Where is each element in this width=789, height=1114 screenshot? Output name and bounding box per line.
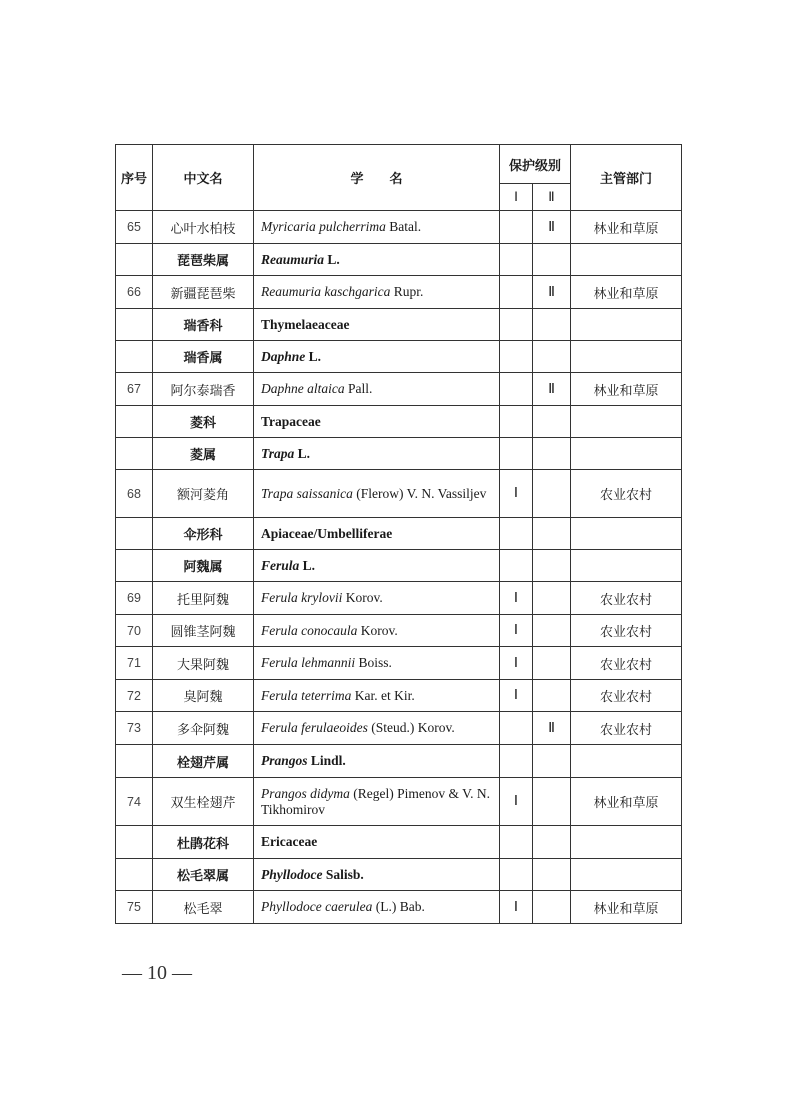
scientific-name-italic: Ferula ferulaeoides	[261, 720, 368, 735]
table-row	[116, 859, 682, 891]
level-1-mark: Ⅰ	[500, 647, 533, 680]
level-2-mark: Ⅱ	[533, 211, 571, 244]
chinese-name: 新疆琵琶柴	[153, 276, 254, 309]
department	[571, 550, 682, 582]
level-1-mark	[500, 406, 533, 438]
chinese-name: 瑞香科	[153, 309, 254, 341]
row-number: 69	[116, 582, 153, 615]
chinese-name: 多伞阿魏	[153, 712, 254, 745]
scientific-name-author: (L.) Bab.	[372, 899, 425, 914]
table-row	[116, 211, 682, 244]
scientific-name-italic: Reaumuria kaschgarica	[261, 284, 391, 299]
scientific-name	[254, 550, 500, 582]
chinese-name: 阿魏属	[153, 550, 254, 582]
department	[571, 826, 682, 859]
chinese-name: 托里阿魏	[153, 582, 254, 615]
scientific-name	[254, 615, 500, 647]
header-dept: 主管部门	[571, 145, 682, 211]
protected-species-table	[115, 144, 682, 924]
row-number: 74	[116, 778, 153, 826]
table-row	[116, 680, 682, 712]
level-2-mark	[533, 859, 571, 891]
chinese-name: 阿尔泰瑞香	[153, 373, 254, 406]
scientific-name-author: Trapaceae	[261, 413, 321, 429]
row-number	[116, 550, 153, 582]
table-row	[116, 438, 682, 470]
scientific-name	[254, 438, 500, 470]
level-1-mark	[500, 438, 533, 470]
scientific-name-italic: Phyllodoce	[261, 866, 323, 882]
table-row	[116, 891, 682, 924]
level-1-mark	[500, 373, 533, 406]
row-number: 70	[116, 615, 153, 647]
scientific-name-author: L.	[324, 251, 340, 267]
scientific-name-author: (Flerow) V. N. Vassiljev	[352, 485, 487, 501]
level-1-mark	[500, 211, 533, 244]
header-sci-name: 学 名	[254, 145, 500, 211]
scientific-name	[254, 826, 500, 859]
department: 农业农村	[571, 712, 682, 745]
scientific-name	[254, 341, 500, 373]
table-row	[116, 309, 682, 341]
scientific-name	[254, 406, 500, 438]
scientific-name	[254, 582, 500, 615]
chinese-name: 菱科	[153, 406, 254, 438]
scientific-name-author: Rupr.	[390, 284, 424, 299]
level-2-mark	[533, 680, 571, 712]
chinese-name: 心叶水柏枝	[153, 211, 254, 244]
scientific-name-author: L.	[305, 348, 322, 364]
scientific-name-italic: Ferula conocaula	[261, 622, 358, 638]
chinese-name: 大果阿魏	[153, 647, 254, 680]
level-2-mark	[533, 745, 571, 778]
department	[571, 406, 682, 438]
level-1-mark	[500, 244, 533, 276]
scientific-name-author: L.	[299, 557, 316, 573]
department: 农业农村	[571, 582, 682, 615]
department: 林业和草原	[571, 891, 682, 924]
table-row	[116, 615, 682, 647]
scientific-name	[254, 859, 500, 891]
table-body	[116, 211, 682, 924]
table-row	[116, 518, 682, 550]
header-level-1: Ⅰ	[500, 184, 533, 211]
header-seq: 序号	[116, 145, 153, 211]
level-2-mark: Ⅱ	[533, 276, 571, 309]
scientific-name-author: Salisb.	[322, 866, 364, 882]
scientific-name-author: Ericaceae	[261, 834, 318, 849]
scientific-name-italic: Prangos	[261, 753, 308, 768]
chinese-name: 栓翅芹属	[153, 745, 254, 778]
scientific-name	[254, 309, 500, 341]
level-1-mark: Ⅰ	[500, 680, 533, 712]
department: 农业农村	[571, 615, 682, 647]
scientific-name-author: Korov.	[357, 622, 398, 638]
row-number	[116, 309, 153, 341]
scientific-name	[254, 712, 500, 745]
scientific-name-author: L.	[294, 445, 311, 461]
department	[571, 244, 682, 276]
chinese-name: 杜鹃花科	[153, 826, 254, 859]
scientific-name-italic: Ferula teterrima	[261, 687, 352, 703]
scientific-name-author: Apiaceae/Umbelliferae	[261, 525, 393, 541]
level-1-mark	[500, 745, 533, 778]
chinese-name: 琵琶柴属	[153, 244, 254, 276]
scientific-name-italic: Daphne	[261, 348, 306, 364]
chinese-name: 圆锥茎阿魏	[153, 615, 254, 647]
level-2-mark	[533, 406, 571, 438]
scientific-name-author: Thymelaeaceae	[261, 316, 350, 332]
scientific-name-italic: Trapa saissanica	[261, 485, 353, 501]
level-2-mark	[533, 470, 571, 518]
chinese-name: 双生栓翅芹	[153, 778, 254, 826]
scientific-name	[254, 745, 500, 778]
row-number: 75	[116, 891, 153, 924]
level-1-mark	[500, 550, 533, 582]
row-number: 65	[116, 211, 153, 244]
row-number	[116, 438, 153, 470]
level-1-mark: Ⅰ	[500, 778, 533, 826]
header-level-2: Ⅱ	[533, 184, 571, 211]
department	[571, 745, 682, 778]
department: 农业农村	[571, 680, 682, 712]
scientific-name-author: Pall.	[344, 381, 373, 396]
department: 农业农村	[571, 647, 682, 680]
level-1-mark: Ⅰ	[500, 891, 533, 924]
page-number: — 10 —	[122, 962, 192, 984]
table-row	[116, 276, 682, 309]
table-row	[116, 341, 682, 373]
level-1-mark: Ⅰ	[500, 470, 533, 518]
level-2-mark	[533, 778, 571, 826]
row-number	[116, 406, 153, 438]
level-1-mark: Ⅰ	[500, 615, 533, 647]
table-header	[116, 145, 682, 211]
scientific-name-author: Batal.	[385, 219, 422, 234]
level-2-mark	[533, 647, 571, 680]
scientific-name-italic: Phyllodoce caerulea	[261, 899, 373, 914]
level-1-mark	[500, 712, 533, 745]
table-row	[116, 470, 682, 518]
row-number	[116, 745, 153, 778]
table-row	[116, 647, 682, 680]
level-1-mark	[500, 859, 533, 891]
department	[571, 341, 682, 373]
scientific-name	[254, 891, 500, 924]
row-number: 71	[116, 647, 153, 680]
row-number	[116, 244, 153, 276]
scientific-name	[254, 276, 500, 309]
scientific-name-author: Lindl.	[307, 753, 346, 768]
table-row	[116, 550, 682, 582]
table-row	[116, 406, 682, 438]
scientific-name	[254, 778, 500, 826]
department: 林业和草原	[571, 778, 682, 826]
table-row	[116, 244, 682, 276]
row-number	[116, 826, 153, 859]
header-cn-name: 中文名	[153, 145, 254, 211]
level-2-mark	[533, 891, 571, 924]
department: 林业和草原	[571, 276, 682, 309]
table-row	[116, 826, 682, 859]
scientific-name	[254, 680, 500, 712]
scientific-name-italic: Daphne altaica	[261, 381, 345, 396]
scientific-name-italic: Ferula krylovii	[261, 590, 343, 605]
level-2-mark: Ⅱ	[533, 373, 571, 406]
scientific-name-author: Boiss.	[355, 655, 392, 670]
level-1-mark	[500, 276, 533, 309]
row-number: 73	[116, 712, 153, 745]
scientific-name-author: (Regel) Pimenov & V. N. Tikhomirov	[261, 785, 490, 817]
department	[571, 438, 682, 470]
level-2-mark	[533, 550, 571, 582]
scientific-name-italic: Myricaria pulcherrima	[261, 219, 386, 234]
scientific-name-author: Kar. et Kir.	[351, 687, 415, 703]
chinese-name: 伞形科	[153, 518, 254, 550]
department: 农业农村	[571, 470, 682, 518]
level-2-mark	[533, 341, 571, 373]
scientific-name-italic: Trapa	[261, 445, 295, 461]
level-1-mark	[500, 341, 533, 373]
level-2-mark	[533, 438, 571, 470]
chinese-name: 菱属	[153, 438, 254, 470]
table-row	[116, 373, 682, 406]
chinese-name: 臭阿魏	[153, 680, 254, 712]
scientific-name	[254, 244, 500, 276]
level-1-mark	[500, 826, 533, 859]
table-row	[116, 745, 682, 778]
department	[571, 518, 682, 550]
level-2-mark	[533, 244, 571, 276]
row-number: 72	[116, 680, 153, 712]
scientific-name-italic: Reaumuria	[261, 251, 325, 267]
scientific-name-italic: Ferula	[261, 557, 300, 573]
department	[571, 859, 682, 891]
scientific-name-italic: Ferula lehmannii	[261, 655, 356, 670]
table-row	[116, 778, 682, 826]
level-1-mark	[500, 309, 533, 341]
row-number: 67	[116, 373, 153, 406]
row-number	[116, 859, 153, 891]
chinese-name: 瑞香属	[153, 341, 254, 373]
header-level: 保护级别	[500, 145, 571, 184]
department: 林业和草原	[571, 373, 682, 406]
scientific-name-italic: Prangos didyma	[261, 785, 350, 801]
level-2-mark	[533, 309, 571, 341]
row-number: 68	[116, 470, 153, 518]
department: 林业和草原	[571, 211, 682, 244]
chinese-name: 额河菱角	[153, 470, 254, 518]
level-2-mark	[533, 826, 571, 859]
department	[571, 309, 682, 341]
table-row	[116, 582, 682, 615]
scientific-name	[254, 373, 500, 406]
chinese-name: 松毛翠	[153, 891, 254, 924]
row-number	[116, 518, 153, 550]
level-2-mark: Ⅱ	[533, 712, 571, 745]
level-2-mark	[533, 615, 571, 647]
level-2-mark	[533, 582, 571, 615]
scientific-name	[254, 211, 500, 244]
scientific-name	[254, 647, 500, 680]
scientific-name	[254, 518, 500, 550]
row-number	[116, 341, 153, 373]
level-1-mark	[500, 518, 533, 550]
table-row	[116, 712, 682, 745]
scientific-name-author: Korov.	[342, 590, 383, 605]
chinese-name: 松毛翠属	[153, 859, 254, 891]
scientific-name-author: (Steud.) Korov.	[367, 720, 455, 735]
level-1-mark: Ⅰ	[500, 582, 533, 615]
scientific-name	[254, 470, 500, 518]
row-number: 66	[116, 276, 153, 309]
level-2-mark	[533, 518, 571, 550]
